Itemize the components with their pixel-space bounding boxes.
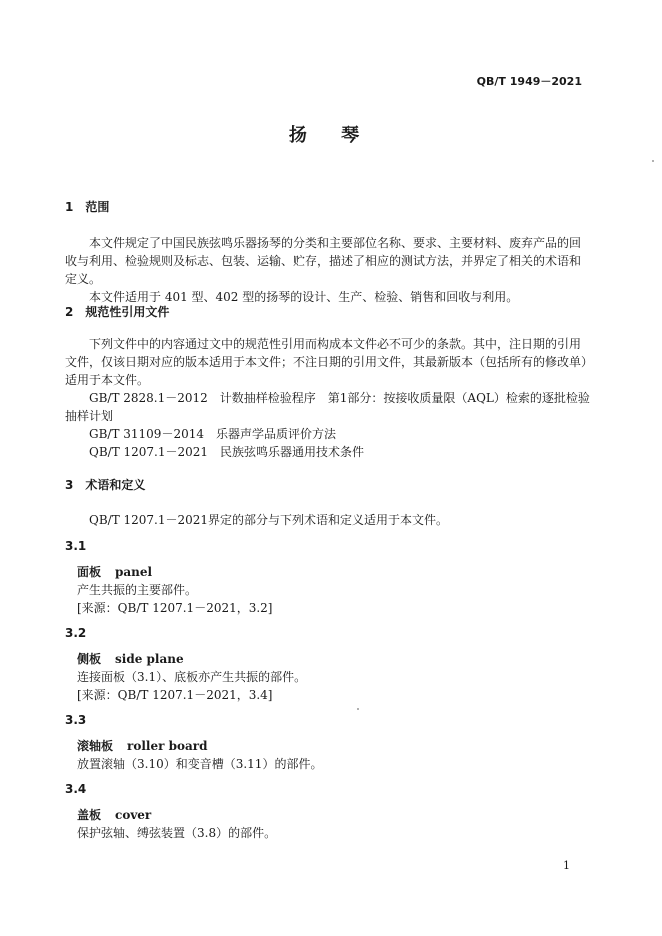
paragraph: 本文件规定了中国民族弦鸣乐器扬琴的分类和主要部位名称、要求、主要材料、废弃产品的回收与利用、检验规则及标志、包装、运输、贮存，描述了相应的测试方法，并界定了相关的术语和定义。 [65, 236, 582, 286]
page-number: 1 [563, 859, 570, 872]
section-number: 1 [65, 200, 74, 214]
section-scope [65, 198, 590, 216]
section-number: 3 [65, 478, 74, 492]
paragraph: 下列文件中的内容通过文中的规范性引用而构成本文件必不可少的条款。其中，注日期的引用文件，仅该日期对应的版本适用于本文件；不注日期的引用文件，其最新版本（包括所有的修改单）适用于本文件。 [65, 337, 588, 387]
term-source: [来源：QB/T 1207.1－2021，3.2] [77, 601, 273, 615]
reference-item: GB/T 2828.1－2012 计数抽样检验程序 第1部分：按接收质量限（AQL）检索的逐批检验抽样计划 [65, 391, 590, 423]
term-definition: 放置滚轴（3.10）和变音槽（3.11）的部件。 [77, 757, 323, 771]
term-body [65, 737, 590, 773]
term-number: 3.4 [65, 782, 87, 796]
term-name-line [77, 563, 590, 581]
term-entry [65, 537, 590, 617]
term-body [65, 806, 590, 842]
term-name-zh: 盖板 [77, 808, 102, 822]
term-number: 3.1 [65, 539, 87, 553]
scan-speck [357, 708, 359, 710]
document-title: 扬 琴 [288, 125, 374, 146]
paragraph: 本文件适用于 401 型、402 型的扬琴的设计、生产、检验、销售和回收与利用。 [89, 290, 519, 304]
standard-code: QB/T 1949－2021 [476, 75, 582, 88]
term-number: 3.3 [65, 713, 87, 727]
term-entry [65, 711, 590, 773]
section-normative [65, 303, 590, 321]
term-source: [来源：QB/T 1207.1－2021，3.4] [77, 688, 273, 702]
term-name-en: cover [115, 808, 152, 822]
section-title: 规范性引用文件 [85, 305, 170, 319]
reference-item: GB/T 31109－2014 乐器声学品质评价方法 [89, 427, 336, 441]
term-name-en: roller board [127, 739, 208, 753]
section-heading [65, 476, 590, 494]
scan-speck [652, 160, 654, 162]
term-definition: 保护弦轴、缚弦装置（3.8）的部件。 [77, 826, 277, 840]
section-terms [65, 476, 590, 494]
section-title: 术语和定义 [85, 478, 146, 492]
term-entry [65, 780, 590, 842]
paragraph: QB/T 1207.1－2021界定的部分与下列术语和定义适用于本文件。 [89, 513, 449, 527]
term-name-line [77, 806, 590, 824]
term-definition: 连接面板（3.1）、底板亦产生共振的部件。 [77, 670, 307, 684]
term-definition: 产生共振的主要部件。 [77, 583, 198, 597]
scope-body [65, 234, 590, 306]
term-name-zh: 面板 [77, 565, 102, 579]
section-heading [65, 303, 590, 321]
term-body [65, 563, 590, 617]
term-name-en: side plane [115, 652, 184, 666]
term-body [65, 650, 590, 704]
term-name-line [77, 650, 590, 668]
term-entry [65, 624, 590, 704]
term-name-zh: 侧板 [77, 652, 102, 666]
section-heading [65, 198, 590, 216]
term-name-en: panel [115, 565, 153, 579]
section-title: 范围 [85, 200, 110, 214]
normative-body [65, 335, 590, 461]
term-name-zh: 滚轴板 [77, 739, 114, 753]
terms-intro [65, 511, 590, 529]
term-number: 3.2 [65, 626, 87, 640]
reference-item: QB/T 1207.1－2021 民族弦鸣乐器通用技术条件 [89, 445, 365, 459]
term-name-line [77, 737, 590, 755]
section-number: 2 [65, 305, 74, 319]
